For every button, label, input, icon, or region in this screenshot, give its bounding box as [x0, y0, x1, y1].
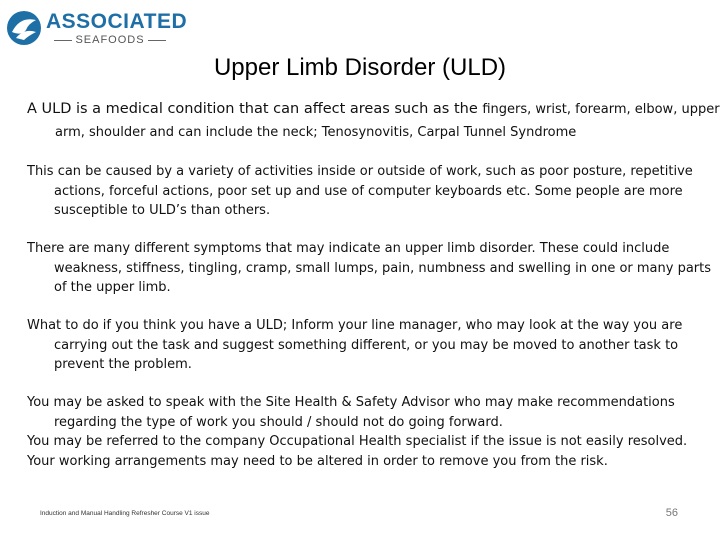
- paragraph-next-steps: [27, 393, 720, 471]
- page-title: Upper Limb Disorder (ULD): [213, 54, 507, 81]
- fish-emblem-icon: [6, 6, 42, 50]
- next-step-working-arrangements: Your working arrangements may need to be altered in order to remove you from the risk.: [27, 453, 608, 469]
- footer-course-label: Induction and Manual Handling Refresher Course V1 issue: [40, 510, 210, 517]
- paragraph-causes: This can be caused by a variety of activities inside or outside of work, such as poor posture, repetitive actions, forceful actions, poor set up and use of computer keyboards etc. Some people are more susceptible to ULD’s than others.: [27, 164, 693, 218]
- next-step-advisor: You may be asked to speak with the Site Health & Safety Advisor who may make recommendations regarding the type of work you should / should not do going forward.: [27, 395, 675, 430]
- paragraph-definition-tail: fingers, wrist, forearm, elbow, upper arm, shoulder and can include the neck; Tenosynovitis, Carpal Tunnel Syndrome: [55, 102, 720, 140]
- next-step-occupational-health: You may be referred to the company Occupational Health specialist if the issue is not easily resolved.: [27, 434, 688, 449]
- paragraph-definition: [27, 98, 720, 144]
- logo-wordmark: ASSOCIATED: [46, 10, 188, 33]
- page-number: 56: [665, 507, 678, 519]
- company-logo: [6, 4, 188, 54]
- paragraph-symptoms: There are many different symptoms that may indicate an upper limb disorder. These could include weakness, stiffness, tingling, cramp, small lumps, pain, numbness and swelling in one or many parts of the upper limb.: [27, 241, 712, 295]
- logo-subtitle: SEAFOODS: [46, 34, 174, 46]
- paragraph-definition-start: A ULD is a medical condition that can affect areas such as the: [27, 101, 483, 117]
- paragraph-what-to-do: What to do if you think you have a ULD; Inform your line manager, who may look at the way you are carrying out the task and suggest something different, or you may be moved to another task to prevent the problem.: [27, 318, 683, 372]
